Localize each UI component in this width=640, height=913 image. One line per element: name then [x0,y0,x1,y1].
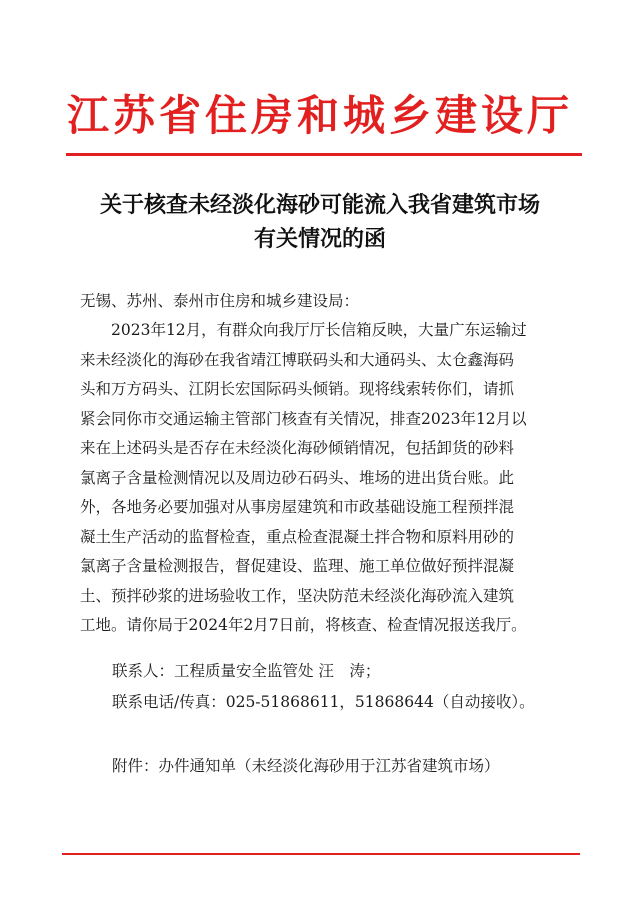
body-line: 氯离子含量检测报告，督促建设、监理、施工单位做好预拌混凝 [80,557,515,575]
body-line: 头和万方码头、江阴长宏国际码头倾销。现将线索转你们，请抓 [80,380,515,398]
body-line: 来在上述码头是否存在未经淡化海砂倾销情况，包括卸货的砂料 [80,439,515,457]
footer-red-rule [62,853,580,855]
body-line: 来未经淡化的海砂在我省靖江博联码头和大通码头、太仓鑫海码 [80,350,515,369]
salutation: 无锡、苏州、泰州市住房和城乡建设局： [80,292,360,310]
letterhead-red-rule [66,153,582,156]
letterhead-title: 江苏省住房和城乡建设厅 [66,91,573,140]
contact-person: 联系人：工程质量安全监管处 汪 涛； [112,662,381,680]
body-line: 外，各地务必要加强对从事房屋建筑和市政基础设施工程预拌混 [80,498,515,516]
contact-phone: 联系电话/传真：025-51868611，51868644（自动接收）。 [112,693,535,711]
body-line: 土、预拌砂浆的进场验收工作，坚决防范未经淡化海砂流入建筑 [80,586,515,605]
body-line: 2023年12月，有群众向我厅厅长信箱反映，大量广东运输过 [111,321,527,339]
document-title-line-1: 关于核查未经淡化海砂可能流入我省建筑市场 [99,192,540,218]
body-line: 氯离子含量检测情况以及周边砂石码头、堆场的进出货台账。此 [80,468,515,487]
letter-body [80,316,560,641]
attachment-note: 附件：办件通知单（未经淡化海砂用于江苏省建筑市场） [112,757,500,775]
body-line: 工地。请你局于2024年2月7日前，将核查、检查情况报送我厅。 [80,616,527,634]
document-title-line-2: 有关情况的函 [253,226,386,252]
body-line: 凝土生产活动的监督检查，重点检查混凝土拌合物和原料用砂的 [80,527,515,546]
body-line: 紧会同你市交通运输主管部门核查有关情况，排查2023年12月以 [80,409,527,428]
